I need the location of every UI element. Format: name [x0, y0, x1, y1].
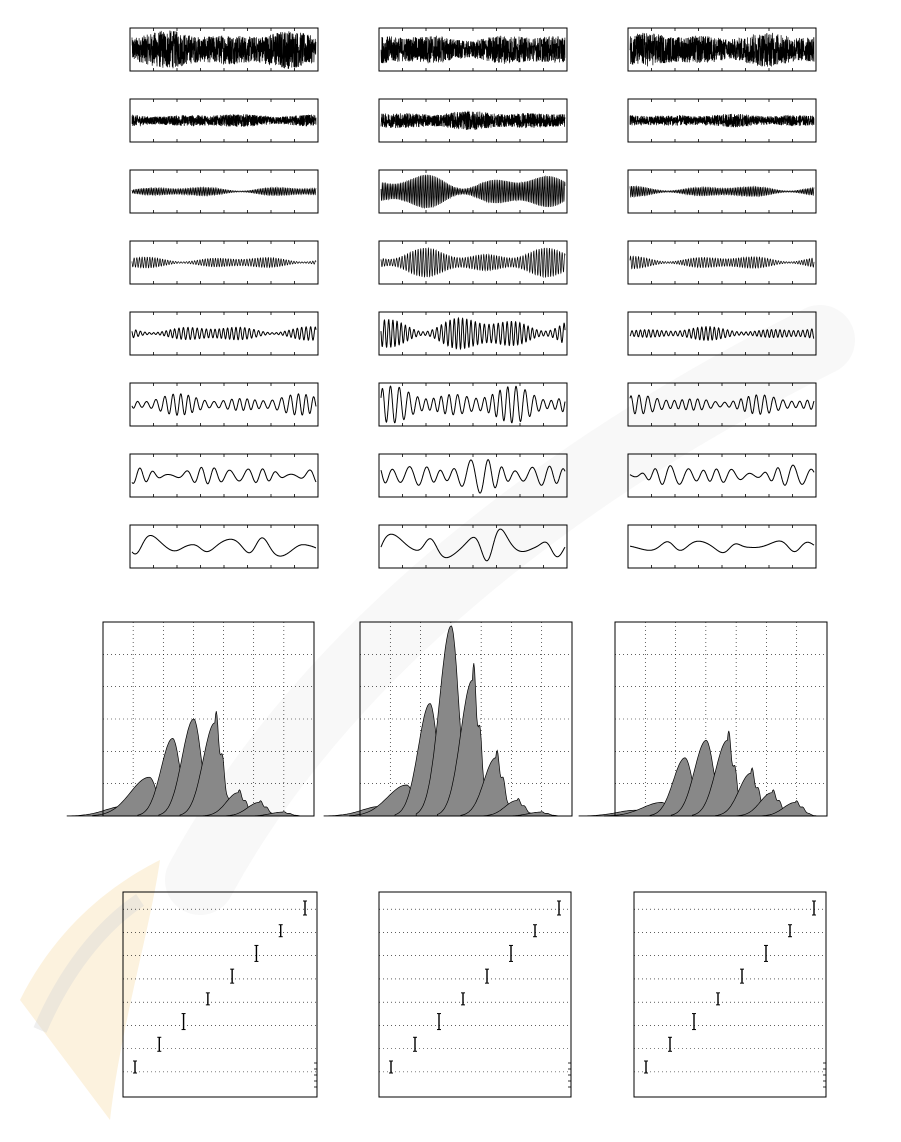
signal-axes-box [379, 383, 567, 426]
signal-panel [130, 241, 318, 284]
signal-trace [132, 536, 316, 557]
spectrum-panels [67, 622, 827, 816]
signal-panel [130, 28, 318, 71]
signal-panel [379, 28, 567, 71]
signal-axes-box [379, 312, 567, 355]
signal-panel [379, 99, 567, 142]
signal-trace [381, 36, 565, 64]
signal-panel [628, 99, 816, 142]
signal-trace [132, 394, 316, 415]
signal-panel [130, 383, 318, 426]
errorbar-panel [634, 892, 826, 1097]
signal-panel [379, 241, 567, 284]
errorbar-axes-box [123, 892, 317, 1097]
signal-panel [130, 454, 318, 497]
spectrum-panel [579, 622, 827, 816]
signal-trace [630, 114, 814, 127]
signal-panel [628, 525, 816, 568]
signal-trace [381, 111, 565, 130]
signal-panel [379, 170, 567, 213]
signal-trace [132, 187, 316, 195]
signal-trace [381, 318, 565, 349]
signal-panel [628, 241, 816, 284]
watermark [20, 340, 820, 1120]
signal-panel [130, 170, 318, 213]
signal-trace [381, 248, 565, 277]
signal-trace [630, 256, 814, 268]
signal-trace [381, 386, 565, 423]
signal-axes-box [130, 525, 318, 568]
signal-axes-box [130, 454, 318, 497]
signal-panel [379, 383, 567, 426]
errorbar-axes-box [634, 892, 826, 1097]
signal-panel [130, 312, 318, 355]
signal-panel [130, 525, 318, 568]
signal-panel [628, 28, 816, 71]
signal-trace [381, 175, 565, 208]
errorbar-panels [123, 892, 826, 1097]
signal-trace [132, 467, 316, 483]
errorbar-axes-box [379, 892, 571, 1097]
signal-axes-box [628, 241, 816, 284]
signal-panel [379, 312, 567, 355]
signal-trace [132, 31, 316, 69]
errorbar-panel [123, 892, 317, 1097]
signal-trace [132, 114, 316, 127]
signal-trace [630, 33, 814, 67]
signal-panel [628, 170, 816, 213]
signal-panel [130, 99, 318, 142]
signal-trace [132, 327, 316, 340]
errorbar-panel [379, 892, 571, 1097]
signal-trace [132, 257, 316, 268]
signal-trace [630, 186, 814, 197]
signal-trace [630, 541, 814, 553]
signal-panels [130, 28, 816, 568]
